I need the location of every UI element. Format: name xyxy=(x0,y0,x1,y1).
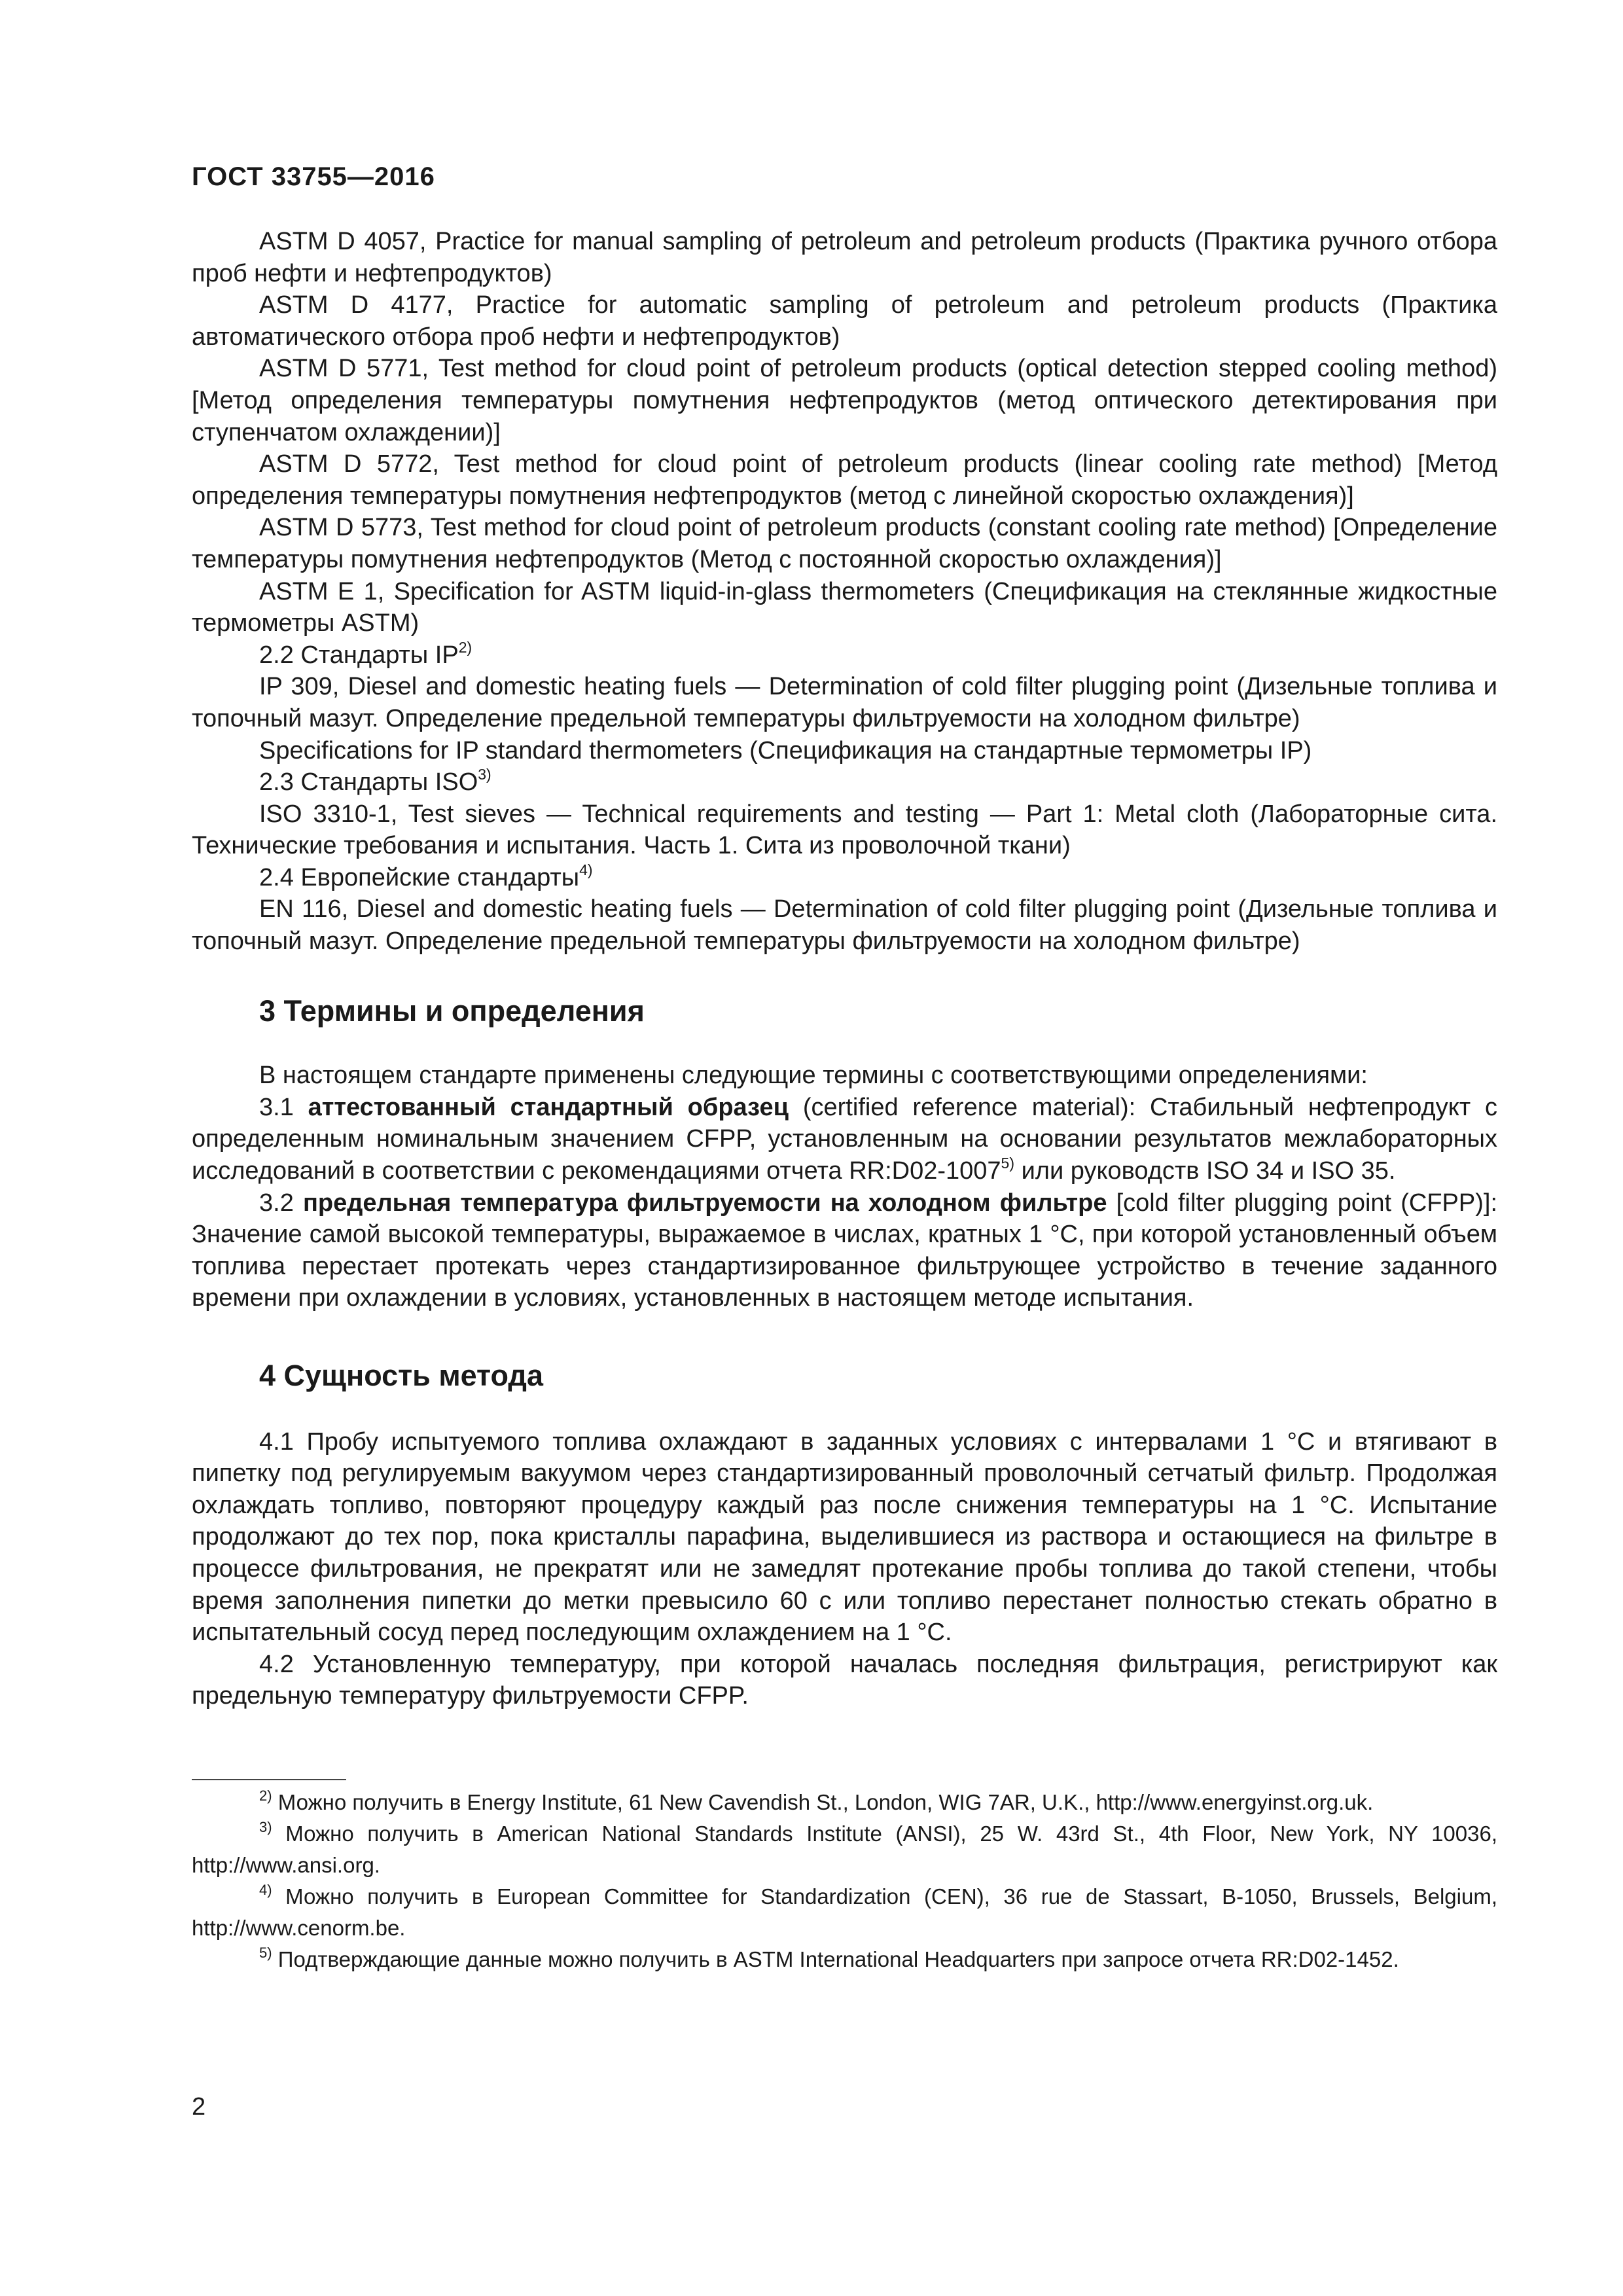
reference-astm-d4057: ASTM D 4057, Practice for manual sampling of petroleum and petroleum products (Практика ручного отбора проб нефти и нефтепродуктов) xyxy=(192,228,1497,287)
footnote-ref: 5) xyxy=(1001,1155,1014,1172)
subsection-2-3-heading: 2.3 Стандарты ISO$^{3)}$ xyxy=(259,766,491,797)
reference-astm-d4177: ASTM D 4177, Practice for automatic sampling of petroleum and petroleum products (Практика автоматического отбора проб нефти и нефтепродуктов) xyxy=(192,291,1497,351)
term-3-1: 3.1 аттестованный стандартный образец (certified reference material): Стабильный нефтепродукт с определенным номинальным значением CFPP, установленным на основании результатов межлабораторных исследований в соответствии с рекомендациями отчета RR:D02-1007$^{5)}$ или руководств ISO 34 и ISO 35. xyxy=(192,1093,1497,1185)
reference-iso-3310: ISO 3310-1, Test sieves — Technical requirements and testing — Part 1: Metal cloth (Лабораторные сита. Технические требования и испытания. Часть 1. Сита из проволочной ткани) xyxy=(192,800,1497,860)
section-3-heading: 3 Термины и определения xyxy=(259,994,645,1028)
footnote-ref: 2) xyxy=(458,638,473,656)
reference-en-116: EN 116, Diesel and domestic heating fuels — Determination of cold filter plugging point (Дизельные топлива и топочный мазут. Определение предельной температуры фильтруемости на холодном фильтре) xyxy=(192,895,1497,956)
footnote-5: $^{5)}$ Подтверждающие данные можно получить в ASTM International Headquarters при запросе отчета RR:D02-1452. xyxy=(259,1945,1399,1971)
reference-astm-d5771: ASTM D 5771, Test method for cloud point of petroleum products (optical detection stepped cooling method) [Метод определения температуры помутнения нефтепродуктов (метод оптического детектирования при ступенчатом охлаждении)] xyxy=(192,355,1497,446)
reference-astm-d5772: ASTM D 5772, Test method for cloud point of petroleum products (linear cooling rate method) [Метод определения температуры помутнения нефтепродуктов (метод с линейной скоростью охлаждения)] xyxy=(192,450,1497,510)
page-number: 2 xyxy=(192,2093,206,2121)
term-3-1-name: аттестованный стандартный образец xyxy=(308,1093,789,1121)
footnote-4: $^{4)}$ Можно получить в European Committee for Standardization (CEN), 36 rue de Stassart, B-1050, Brussels, Belgium, http://www.cenorm.be. xyxy=(192,1882,1497,1940)
footnote-2: $^{2)}$ Можно получить в Energy Institute, 61 New Cavendish St., London, WIG 7AR, U.K., http://www.energyinst.org.uk. xyxy=(259,1787,1374,1814)
document-body xyxy=(192,226,1497,1712)
term-3-2-name: предельная температура фильтруемости на холодном фильтре xyxy=(302,1189,1107,1217)
paragraph-4-2: 4.2 Установленную температуру, при которой началась последняя фильтрация, регистрируют как предельную температуру фильтруемости CFPP. xyxy=(192,1650,1497,1710)
reference-astm-d5773: ASTM D 5773, Test method for cloud point of petroleum products (constant cooling rate method) [Определение температуры помутнения нефтепродуктов (Метод с постоянной скоростью охлаждения)] xyxy=(192,514,1497,573)
footnote-divider xyxy=(192,1779,346,1780)
subsection-2-2-heading: 2.2 Стандарты IP$^{2)}$ xyxy=(259,638,473,669)
reference-ip-thermometers: Specifications for IP standard thermometers (Спецификация на стандартные термометры IP) xyxy=(259,736,1312,764)
section-4-heading: 4 Сущность метода xyxy=(259,1359,543,1392)
subsection-2-4-heading: 2.4 Европейские стандарты$^{4)}$ xyxy=(259,861,593,891)
footnote-ref: 3) xyxy=(478,766,491,783)
reference-astm-e1: ASTM E 1, Specification for ASTM liquid-in-glass thermometers (Спецификация на стеклянные жидкостные термометры ASTM) xyxy=(192,577,1497,637)
footnote-3: $^{3)}$ Можно получить в American National Standards Institute (ANSI), 25 W. 43rd St., 4th Floor, New York, NY 10036, http://www.ansi.org. xyxy=(192,1819,1498,1877)
term-3-2: 3.2 предельная температура фильтруемости на холодном фильтре [cold filter plugging point (CFPP)]: Значение самой высокой температуры, выражаемое в числах, кратных 1 °С, при которой установленный объем топлива перестает протекать через стандартизированное фильтрующее устройство в течение заданного времени при охлаждении в условиях, установленных в настоящем методе испытания. xyxy=(192,1189,1497,1312)
footnotes xyxy=(192,1787,1497,1975)
reference-ip-309: IP 309, Diesel and domestic heating fuels — Determination of cold filter plugging point (Дизельные топлива и топочный мазут. Определение предельной температуры фильтруемости на холодном фильтре) xyxy=(192,673,1497,732)
section-3-intro: В настоящем стандарте применены следующие термины с соответствующими определениями: xyxy=(259,1062,1368,1090)
document-header: ГОСТ 33755—2016 xyxy=(192,162,435,191)
paragraph-4-1: 4.1 Пробу испытуемого топлива охлаждают в заданных условиях с интервалами 1 °С и втягивают в пипетку под регулируемым вакуумом через стандартизированный проволочный сетчатый фильтр. Продолжая охлаждать топливо, повторяют процедуру каждый раз после снижения температуры на 1 °С. Испытание продолжают до тех пор, пока кристаллы парафина, выделившиеся из раствора и остающиеся на фильтре в процессе фильтрования, не прекратят или не замедлят протекание пробы топлива до такой степени, чтобы время заполнения пипетки до метки превысило 60 с или топливо перестанет полностью стекать обратно в испытательный сосуд перед последующим охлаждением на 1 °С. xyxy=(192,1427,1497,1647)
footnote-ref: 4) xyxy=(579,861,593,878)
